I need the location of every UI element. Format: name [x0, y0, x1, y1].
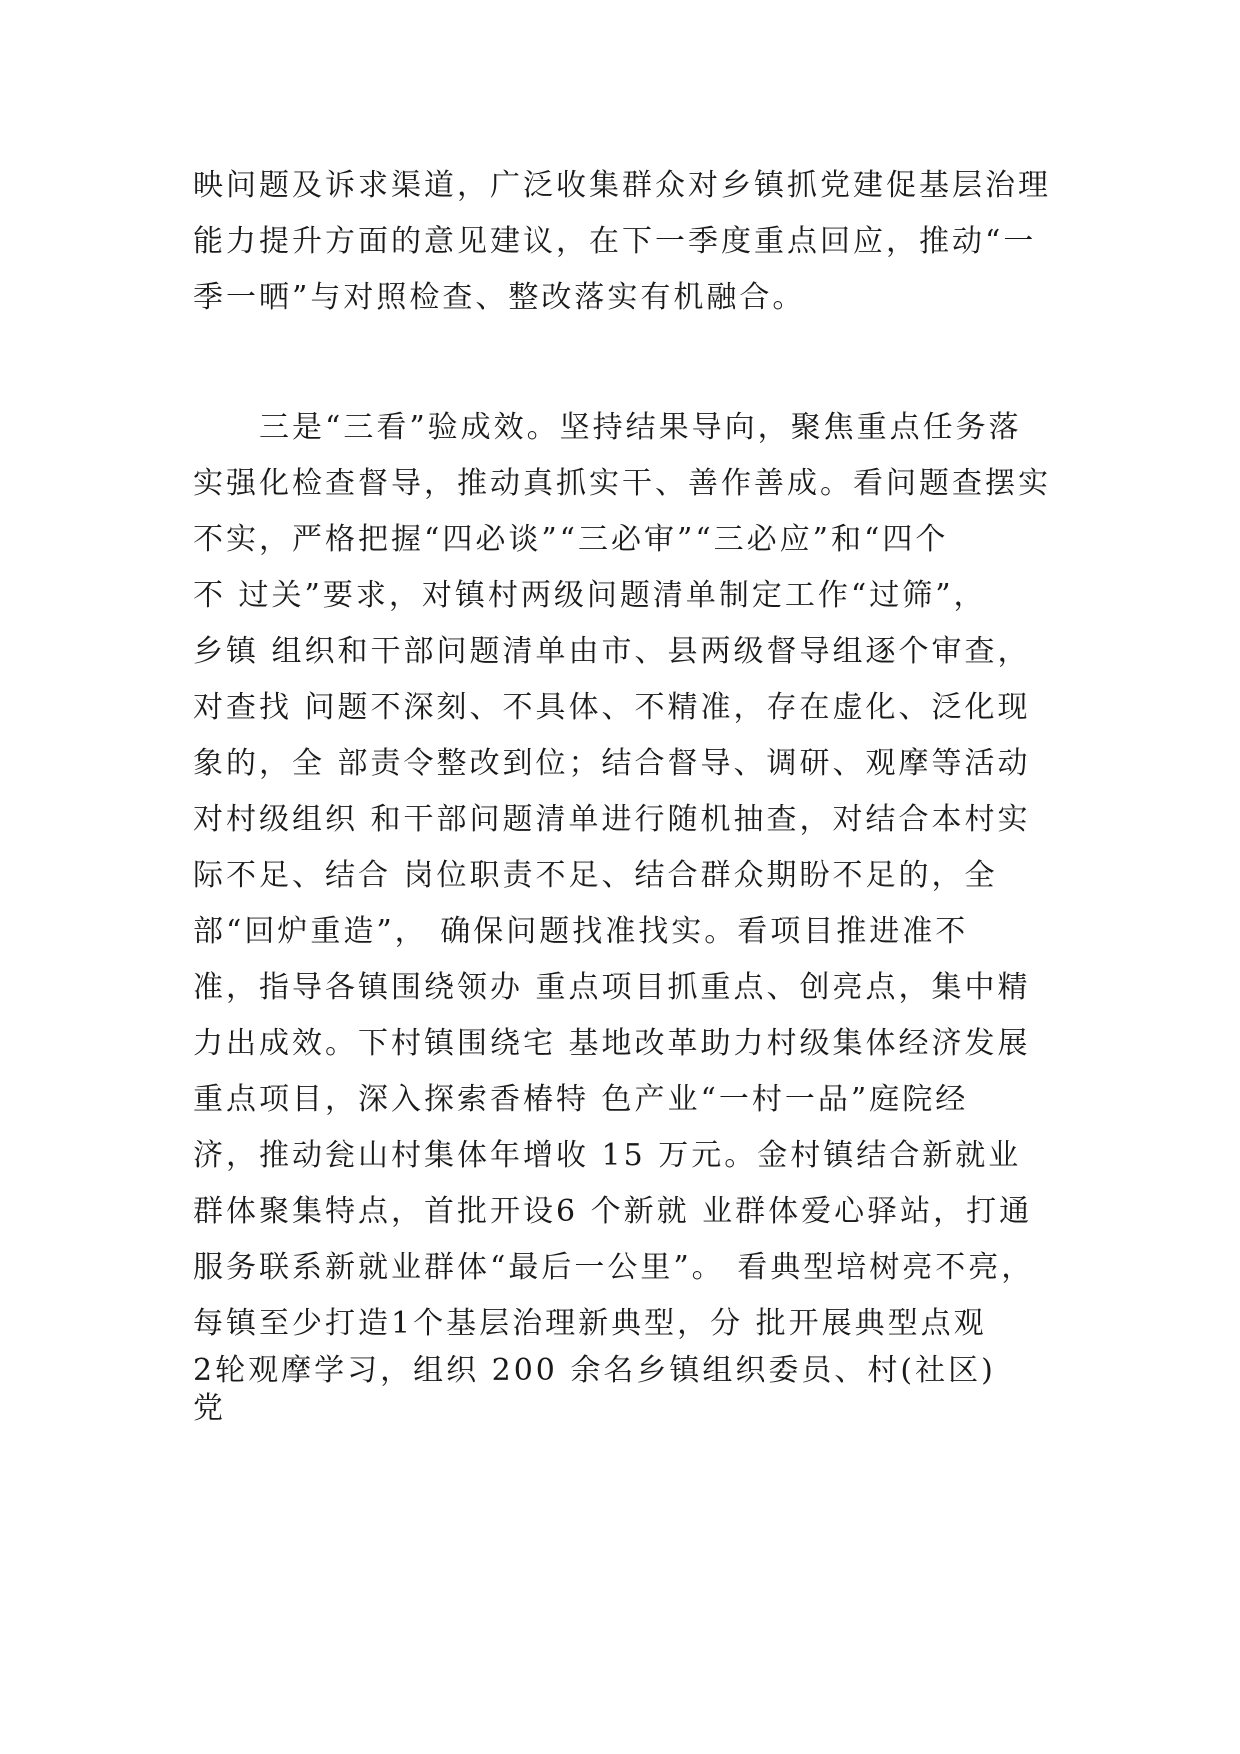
text-line: 不 过关”要求，对镇村两级问题清单制定工作“过筛”， [193, 578, 987, 613]
text-line: 部“回炉重造”， 确保问题找准找实。看项目推进准不 [193, 914, 969, 949]
text-line: 每镇至少打造1个基层治理新典型，分 批开展典型点观 [193, 1306, 987, 1341]
text-line: 季一晒”与对照检查、整改落实有机融合。 [193, 280, 806, 315]
trailing-text [193, 1352, 1073, 1428]
text-line: 对村级组织 和干部问题清单进行随机抽查，对结合本村实 [193, 802, 1031, 837]
text-line: 济，推动瓮山村集体年增收 15 万元。金村镇结合新就业 [193, 1138, 1022, 1173]
text-line: 象的，全 部责令整改到位；结合督导、调研、观摩等活动 [193, 746, 1031, 781]
text-line: 重点项目，深入探索香椿特 色产业“一村一品”庭院经 [193, 1082, 969, 1117]
paragraph-1 [193, 158, 1073, 326]
text-line: 党 [193, 1391, 226, 1426]
text-line: 能力提升方面的意见建议，在下一季度重点回应，推动“一 [193, 224, 1037, 259]
text-line: 实强化检查督导，推动真抓实干、善作善成。看问题查摆实 [193, 466, 1051, 501]
text-line: 力出成效。下村镇围绕宅 基地改革助力村级集体经济发展 [193, 1026, 1031, 1061]
paragraph-2 [193, 400, 1073, 1352]
text-line: 际不足、结合 岗位职责不足、结合群众期盼不足的，全 [193, 858, 998, 893]
text-line: 三是“三看”验成效。坚持结果导向，聚焦重点任务落 [193, 410, 1022, 445]
text-line: 乡镇 组织和干部问题清单由市、县两级督导组逐个审查， [193, 634, 1031, 669]
text-line: 2轮观摩学习，组织 200 余名乡镇组织委员、村(社区) [193, 1353, 996, 1388]
text-line: 服务联系新就业群体“最后一公里”。 看典型培树亮不亮， [193, 1250, 1035, 1285]
text-line: 不实，严格把握“四必谈”“三必审”“三必应”和“四个 [193, 522, 949, 557]
text-line: 对查找 问题不深刻、不具体、不精准，存在虚化、泛化现 [193, 690, 1031, 725]
text-line: 准，指导各镇围绕领办 重点项目抓重点、创亮点，集中精 [193, 970, 1031, 1005]
text-line: 映问题及诉求渠道，广泛收集群众对乡镇抓党建促基层治理 [193, 168, 1051, 203]
text-line: 群体聚集特点，首批开设6 个新就 业群体爱心驿站，打通 [193, 1194, 1033, 1229]
